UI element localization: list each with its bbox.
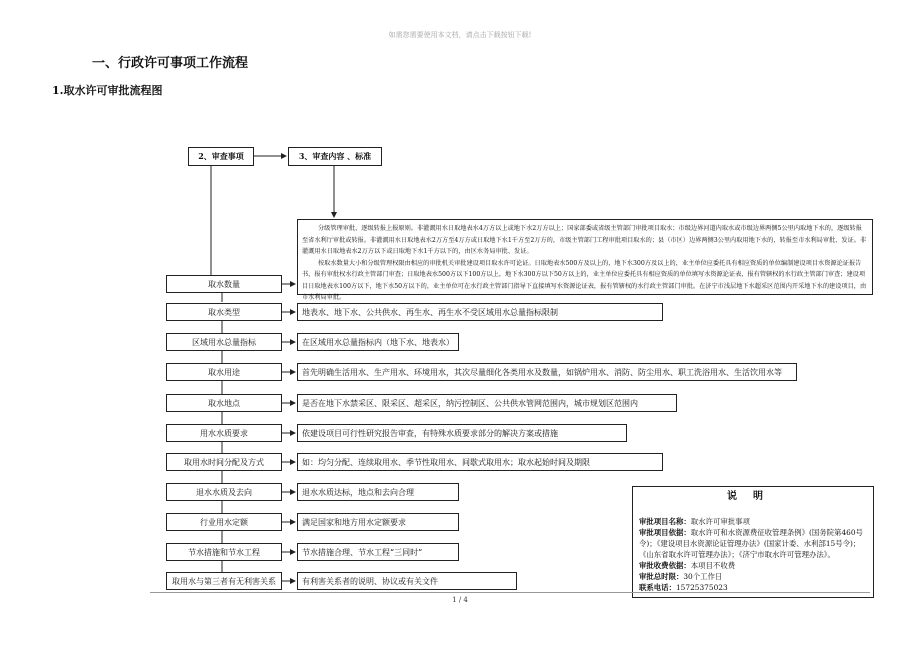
explanation-title: 说明: [727, 491, 779, 502]
content-regional-total: 在区域用水总量指标内（地下水、地表水）: [297, 333, 459, 351]
fee-line: [639, 560, 867, 571]
content-water-location: 是否在地下水禁采区、限采区、超采区，纳污控制区、公共供水管网范围内，城市规划区范围内: [297, 394, 677, 412]
content-water-saving: 节水措施合理、节水工程“三同时”: [297, 543, 459, 561]
item-water-location: 取水地点: [166, 394, 282, 412]
content-industry-quota: 满足国家和地方用水定额要求: [297, 513, 459, 531]
basis-line: [639, 527, 867, 560]
basis-label: 审批项目依据：: [639, 528, 691, 537]
basis-value: 取水许可和水资源费征收管理条例》(国务院第460号令)；《建设项目水资源论证管理办法》(国家计委、水利部15号令)；《山东省取水许可管理办法》；《济宁市取水许可管理办法》。: [639, 528, 863, 559]
time-line: [639, 571, 867, 582]
content-water-use: 首先明确生活用水、生产用水、环境用水，其次尽量细化各类用水及数量，如锅炉用水、消防、防尘用水、职工洗浴用水、生活饮用水等: [297, 363, 797, 381]
standard-paragraph-2: 按取水数量大小和分级管理权限由相应的审批机关审批建设项目取水许可论证。日取地表水500方及以上的，地下水300方及以上的，业主单位应委托具有相应资质的单位编制建设项目水资源论证报告书，报有审批权水行政主管部门审查；日取地表水500方以下100方以上，地下水300方以下50方以上的，业主单位应委托具有相应资质的单位填写水资源论证表，报有管辖权的水行政主管部门审查；建设项目日取地表水100方以下，地下水50方以下的，业主单位可在水行政主管部门指导下直接填写水资源论证表，报有管辖权的水行政主管部门审批。在济宁市浅层地下水超采区范围内开采地下水的建设项目，由市水利局审批。: [302, 259, 867, 301]
content-return-water: 退水水质达标，地点和去向合理: [297, 483, 459, 501]
review-content-box: 3、审查内容 、标准: [288, 147, 382, 166]
section-heading: 一、行政许可事项工作流程: [92, 56, 249, 71]
phone-value: 15725375023: [675, 583, 728, 592]
fee-label: 审批收费依据：: [639, 561, 691, 570]
review-items-box: 2、审查事项: [188, 147, 254, 166]
footer-divider: [150, 592, 870, 593]
item-water-use: 取水用途: [166, 363, 282, 381]
fee-value: 本项目不收费: [690, 561, 736, 570]
subsection-heading: 1.取水许可审批流程图: [52, 84, 163, 97]
content-quality-requirement: 依建设项目可行性研究报告审查，有特殊水质要求部分的解决方案或措施: [297, 424, 627, 442]
content-water-type: 地表水、地下水、公共供水、再生水、再生水不受区域用水总量指标限制: [297, 303, 663, 321]
item-return-water: 退水水质及去向: [166, 483, 282, 501]
download-note: 如需您需要使用本文档，请点击下载按钮下载!: [388, 31, 532, 39]
standard-paragraph-1: 分级管理审批，逐级转报上报原则。非灌溉用水日取地表水4万方以上或地下水2万方以上；国家部委或省级主管部门审批项目取水；市级边界河道内取水或市级边界两侧5公里内取地下水的，逐级转报至省水利厅审批或转报。非灌溉用水日取地表水2万方至4万方或日取地下水1千方至2万方的，市级主管部门工程审批项目取水的；县（市区）边界两侧3公里内取用地下水的，转报至市水利局审批、发证。非灌溉用水日取地表水2万方以下或日取地下水1千方以下的，由区水务局审批、发证。: [302, 225, 867, 255]
time-label: 审批总时限：: [639, 572, 684, 581]
item-water-quantity: 取水数量: [166, 275, 282, 293]
page-number: 1 / 4: [452, 596, 468, 604]
content-time-allocation: 如：均匀分配、连续取用水、季节性取用水、间歇式取用水；取水起始时间及期限: [297, 453, 663, 471]
content-third-party: 有利害关系者的说明、协议或有关文件: [297, 572, 517, 590]
phone-label: 联系电话：: [639, 583, 676, 592]
item-regional-total: 区域用水总量指标: [166, 333, 282, 351]
item-water-type: 取水类型: [166, 303, 282, 321]
item-water-saving: 节水措施和节水工程: [166, 543, 282, 561]
item-third-party: 取用水与第三者有无利害关系: [166, 572, 282, 590]
project-name-value: 取水许可审批事项: [690, 517, 750, 526]
item-quality-requirement: 用水水质要求: [166, 424, 282, 442]
item-industry-quota: 行业用水定额: [166, 513, 282, 531]
review-standard-box: [297, 219, 873, 301]
time-value: 30个工作日: [683, 572, 723, 581]
explanation-box: [632, 486, 874, 598]
project-name-label: 审批项目名称：: [639, 517, 691, 526]
item-time-allocation: 取用水时间分配及方式: [166, 453, 282, 471]
project-name-line: [639, 516, 867, 527]
